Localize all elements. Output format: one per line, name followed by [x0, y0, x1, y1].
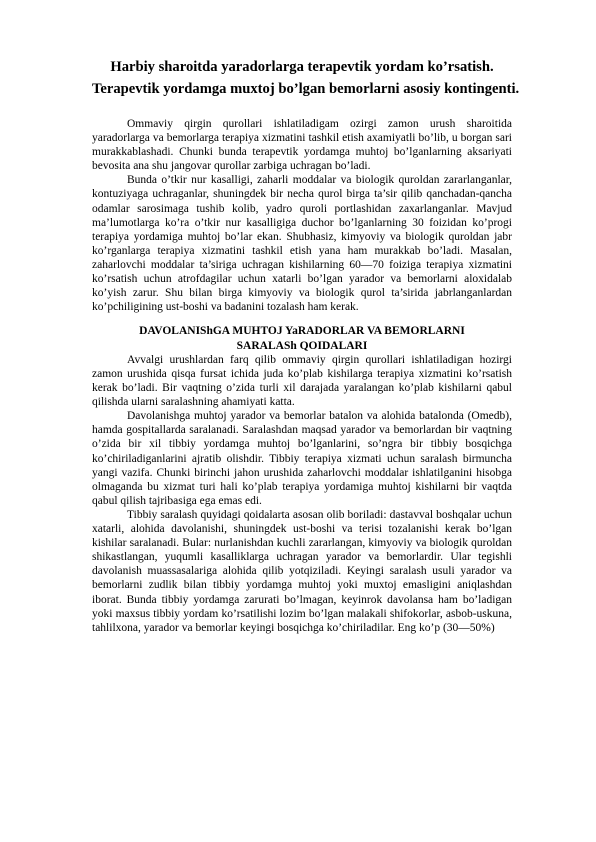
paragraph: Avvalgi urushlardan farq qilib ommaviy qirgin qurollari ishlatiladigan hozirgi zamon urushida qisqa fursat ichida juda ko’plab kishilarga terapiya xizmatini ko’rsatish kerak bo’ladi. Bir vaqtning o’zida turli xil darajada yaralangan ko’plab kishilarni qabul qilishda ularni saralashning ahamiyati katta. [92, 353, 512, 409]
section-heading-line-1: DAVOLANIShGA MUHTOJ YaRADORLAR VA BEMORLARNI [139, 325, 465, 338]
document-page [92, 56, 520, 635]
paragraph: Davolanishga muhtoj yarador va bemorlar batalon va alohida batalonda (Omedb), hamda gospitallarda saralanadi. Saralashdan maqsad yarador va bemorlardan bir vaqtning o’zida bir xil tibbiy yordamga muhtoj bo’lganlarini, so’ngra bir tibbiy bosqichga ko’chiriladiganlarini ajratib olishdir. Tibbiy terapiya xizmati uchun saralash birmuncha yangi vazifa. Chunki birinchi jahon urushida zaharlovchi moddalar ishlatilganini hisobga olmaganda bu xizmat turi hali ko’plab terapiya yordamiga muhtoj kishilarni bir vaqtda qabul qilish tajribasiga ega emas edi. [92, 410, 512, 507]
title-line-2: Terapevtik yordamga muxtoj bo’lgan bemorlarni asosiy kontingenti. [92, 81, 520, 97]
section-heading-line-2: SARALASh QOIDALARI [236, 339, 368, 352]
paragraph: Bunda o’tkir nur kasalligi, zaharli moddalar va biologik quroldan zararlanganlar, kontuziyaga uchraganlar, shuningdek bir necha qurol birga ta’sir qilib qanchadan-qancha odamlar sarosimaga tushib kolib, yadro quroli portlashidan zaxarlanganlar. Mavjud ma’lumotlarga ko’ra o’tkir nur kasalligiga duchor bo’lganlarning 30 foizidan ko’progi terapiya yordamiga muhtoj bo’lar ekan. Shubhasiz, kimyoviy va biologik quroldan jabr ko’rganlarga terapiya xizmatini tashkil etish yana ham murakkab bo’ladi. Masalan, zaharlovchi moddalar ta’siriga uchragan kishilarning 60—70 foiziga terapiya xizmatini ko’rsatish uchun atrofdagilar uchun xatarli bo’lgan yarador va bemorlarni aloxidalab ko’yish zarur. Shu bilan birga kimyoviy va biologik qurol ta’sirida jabrlanganlardan ko’pchiligining ust-boshi va badanini tozalash ham kerak. [92, 174, 512, 314]
section-heading [92, 324, 512, 353]
document-title [92, 56, 520, 100]
paragraph: Ommaviy qirgin qurollari ishlatiladigam ozirgi zamon urush sharoitida yaradorlarga va bemorlarga terapiya xizmatini tashkil etish axamiyatli bo’lib, u borgan sari murakkablashadi. Chunki bunda terapevtik yordamga muhtoj bo’lganlarning aksariyati bevosita ana shu jangovar qurollar zarbiga uchragan bo’ladi. [92, 118, 512, 173]
paragraph: Tibbiy saralash quyidagi qoidalarta asosan olib boriladi: dastavval boshqalar uchun xatarli, alohida davolanishi, shuningdek ust-boshi va terisi tozalanishi kerak bo’lgan kishilar saralanadi. Bular: nurlanishdan kuchli zararlangan, kimyoviy va biologik quroldan shikastlangan, yuqumli kasalliklarga uchragan yarador va bemorlardir. Ular tegishli davolanish muassasalariga alohida qilib yotqiziladi. Keyingi saralash usuli yarador va bemorlarni zudlik bilan tibbiy yordamga muhtoj yoki muxtoj emasligini aniqlashdan iborat. Bunda tibbiy yordamga zarurati bo’lmagan, keyinrok davolansa ham bo’ladigan yoki maxsus tibbiy yordam ko’rsatilishi lozim bo’lgan malakali shifokorlar, asbob-uskuna, tahlilxona, yarador va bemorlar keyingi bosqichga ko’chiriladilar. Eng ko’p (30—50%) [92, 508, 512, 634]
title-line-1: Harbiy sharoitda yaradorlarga terapevtik yordam ko’rsatish. [110, 59, 494, 75]
document-body [92, 117, 512, 635]
